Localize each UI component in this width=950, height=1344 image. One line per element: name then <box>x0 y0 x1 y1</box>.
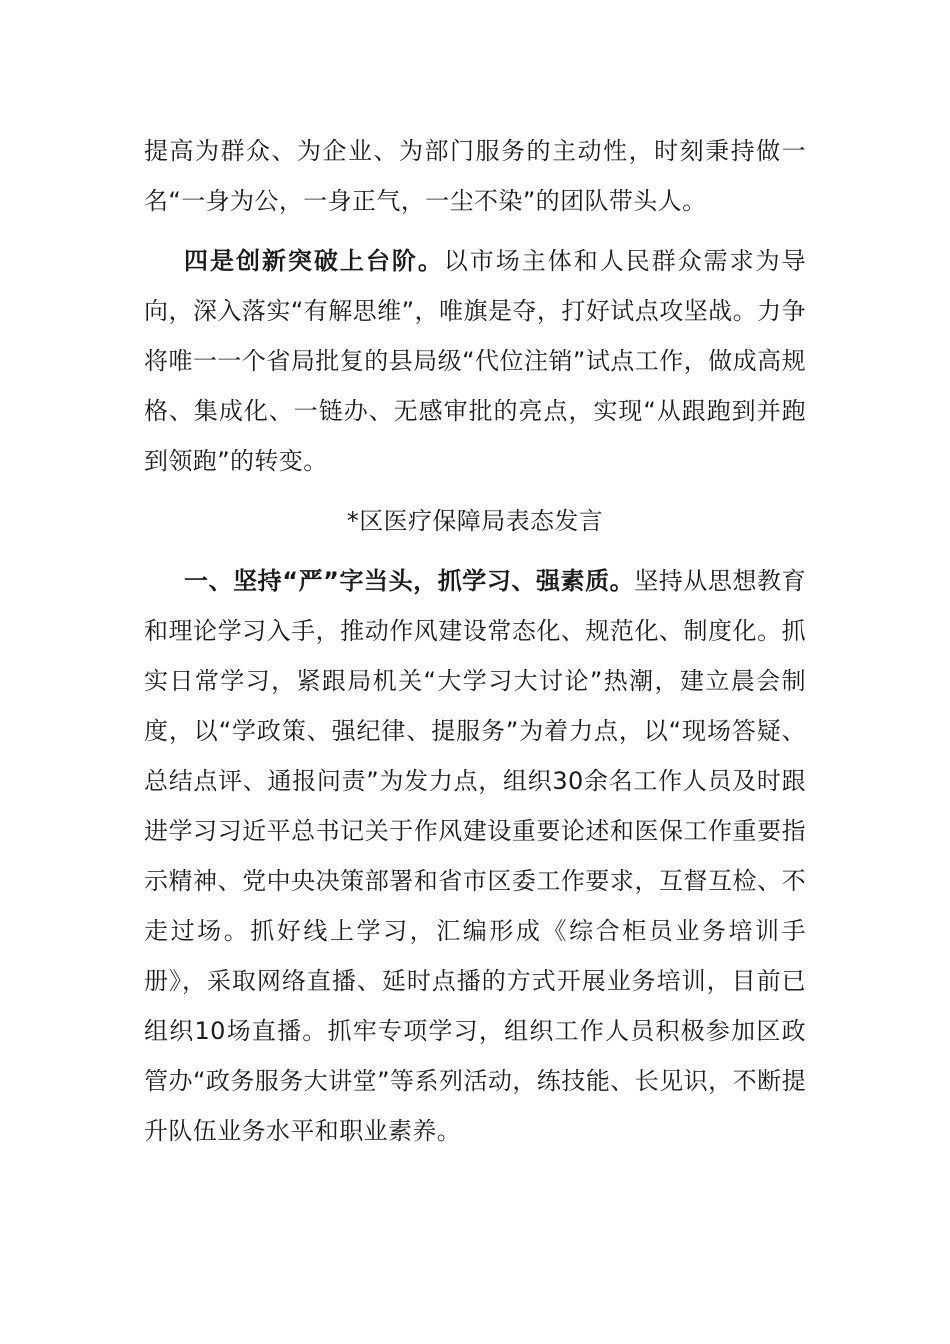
paragraph-lead: 一、坚持“严”字当头，抓学习、强素质。 <box>184 567 635 595</box>
paragraph-text: 以市场主体和人民群众需求为导向，深入落实“有解思维”，唯旗是夺，打好试点攻坚战。力争将唯一一个省局批复的县局级“代位注销”试点工作，做成高规格、集成化、一链办、无感审批的亮点，实现“从跟跑到并跑到领跑”的转变。 <box>144 247 806 475</box>
section-heading: *区医疗保障局表态发言 <box>346 507 604 535</box>
paragraph-point-one <box>144 556 806 1156</box>
paragraph-point-four <box>144 236 806 486</box>
paragraph-text: 提高为群众、为企业、为部门服务的主动性，时刻秉持做一名“一身为公，一身正气，一尘不染”的团队带头人。 <box>144 137 806 215</box>
paragraph-continuation <box>144 126 806 226</box>
paragraph-lead: 四是创新突破上台阶。 <box>184 247 444 275</box>
paragraph-text: 坚持从思想教育和理论学习入手，推动作风建设常态化、规范化、制度化。抓实日常学习，紧跟局机关“大学习大讨论”热潮，建立晨会制度，以“学政策、强纪律、提服务”为着力点，以“现场答疑、总结点评、通报问责”为发力点，组织30余名工作人员及时跟进学习习近平总书记关于作风建设重要论述和医保工作重要指示精神、党中央决策部署和省市区委工作要求，互督互检、不走过场。抓好线上学习，汇编形成《综合柜员业务培训手册》，采取网络直播、延时点播的方式开展业务培训，目前已组织10场直播。抓牢专项学习，组织工作人员积极参加区政管办“政务服务大讲堂”等系列活动，练技能、长见识，不断提升队伍业务水平和职业素养。 <box>144 567 806 1145</box>
document-body <box>144 126 806 1156</box>
